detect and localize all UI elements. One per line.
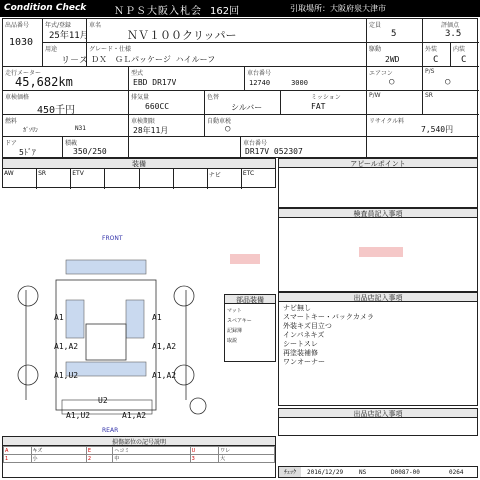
seller-notes-panel: 出品店記入事項 ナビ無し スマートキー・バックカメラ 外装キズ目立つ インパネキズ シートスレ 再塗装補修 ワンオーナー: [278, 292, 478, 406]
ps-cell: P/S ○: [423, 67, 479, 91]
seller-note-line: スマートキー・バックカメラ: [283, 313, 374, 321]
tax-cell: 自動車税 ○: [205, 115, 367, 137]
parts-item: スペアキー: [227, 318, 252, 324]
damage-mark: A1,U2: [54, 371, 79, 380]
equipment-item: [174, 169, 208, 189]
odometer-cell: 走行メーター 45,682km: [3, 67, 129, 91]
capacity-cell: 定員 5: [367, 19, 423, 43]
ac-cell: エアコン ○: [367, 67, 423, 91]
grade-cell: グレード・仕様 ＤＸ ＧＬパッケージ ハイルーフ: [87, 43, 367, 67]
seller-note-line: シートスレ: [283, 340, 318, 348]
tag-cell: [367, 137, 479, 159]
mission-cell: ミッション FAT: [281, 91, 367, 115]
car-name: ＮＶ１００クリッパー: [127, 29, 237, 42]
legend-panel: 損傷部位の記号説明 A キズ E ヘコミ U ワレ 1 小 2 中 3 大: [2, 436, 276, 478]
odometer-value: 45,682km: [15, 75, 73, 89]
equipment-item: [140, 169, 174, 189]
damage-diagram: [2, 230, 224, 434]
seller-note-line: ナビ無し: [283, 304, 311, 312]
inspection-date: 2016/12/29: [307, 469, 344, 476]
header-bar: [0, 0, 480, 17]
legend-table: A キズ E ヘコミ U ワレ 1 小 2 中 3 大: [3, 446, 275, 463]
appeal-panel: アピールポイント: [278, 158, 478, 208]
red-note-box: [230, 254, 260, 264]
sr-cell: SR: [423, 91, 479, 115]
parts-panel: 部品装備 マット スペアキー 記録簿 取説: [224, 294, 276, 362]
pw-cell: P/W: [367, 91, 423, 115]
vehicle-info-grid: [2, 18, 478, 158]
rear-label: REAR: [102, 427, 119, 434]
shaken-cell: 車検期限 28年11月: [129, 115, 205, 137]
recycle-cell: リサイクル料 7,540円: [367, 115, 479, 137]
seller-note-line: 再塗装補修: [283, 349, 318, 357]
pickup-location: 引取場所：大阪府泉大津市: [290, 4, 386, 13]
highlight-box: [359, 247, 403, 257]
equipment-item: AW: [3, 169, 37, 189]
front-label: FRONT: [102, 235, 123, 242]
interior-cell: 内装 C: [451, 43, 479, 67]
parts-item: マット: [227, 308, 242, 314]
damage-mark: A1: [54, 313, 64, 322]
score-value: 3.5: [445, 29, 462, 39]
equipment-item: ETC: [242, 170, 255, 177]
damage-mark: A1,A2: [122, 411, 147, 420]
model-cell: 型式 EBD DR17V: [129, 67, 245, 91]
vin-value: DR17V 052307: [245, 147, 303, 156]
usage-cell: 用途 リ－ス: [43, 43, 87, 67]
fuel-cell: 燃料 ｶﾞｿﾘﾝ N31: [3, 115, 129, 137]
chassis-cell: 車台番号 12740 3000: [245, 67, 367, 91]
date-cell: [129, 137, 241, 159]
lot-number: 1030: [9, 37, 34, 48]
load-cell: 積載 350/250: [63, 137, 129, 159]
cc-cell: 排気量 660CC: [129, 91, 205, 115]
color-cell: 色替 シルバー: [205, 91, 281, 115]
equipment-panel: 装備 AW SR ETV ナビ ETC: [2, 158, 276, 188]
drive-cell: 駆動 2WD: [367, 43, 423, 67]
damage-mark: A1: [152, 313, 162, 322]
equipment-item: SR: [37, 169, 71, 189]
doc-number: D0087-00: [391, 469, 420, 476]
seller-note-line: ワンオーナー: [283, 358, 325, 366]
auction-name: ＮＰＳ大阪入札会: [114, 6, 202, 17]
auction-session: 162回: [210, 6, 240, 17]
equipment-item: ETV: [71, 169, 105, 189]
parts-item: 記録簿: [227, 328, 243, 334]
parts-item: 取説: [227, 338, 238, 344]
damage-mark: A1,A2: [152, 371, 177, 380]
exterior-cell: 外装 C: [423, 43, 451, 67]
damage-mark: A1,A2: [152, 342, 177, 351]
price-cell: 車検価格 450千円: [3, 91, 129, 115]
score-cell: 評価点 3.5: [423, 19, 479, 43]
year-cell: 年式/登録 25年11月: [43, 19, 87, 43]
damage-mark: A1,A2: [54, 342, 79, 351]
seller-note-line: インパネキズ: [283, 331, 325, 339]
car-name-cell: 車名 ＮＶ１００クリッパー: [87, 19, 367, 43]
damage-mark: U2: [98, 396, 108, 405]
equipment-item: ナビ: [208, 169, 242, 189]
car-outline-svg: [2, 230, 224, 434]
inspector-notes-panel: 検査員記入事項: [278, 208, 478, 292]
lot-cell: 出品番号 1030: [3, 19, 43, 67]
sheet-title: Condition Check: [4, 3, 87, 13]
seller-remarks-panel: 出品店記入事項: [278, 408, 478, 436]
damage-mark: A1,U2: [66, 411, 91, 420]
door-cell: ドア 5ﾄﾞｱ: [3, 137, 63, 159]
equipment-item: [105, 169, 139, 189]
page-number: 0264: [449, 469, 464, 476]
footer-info-bar: ﾁｪｯｸ 2016/12/29 NS D0087-00 0264: [278, 466, 478, 478]
vin-cell: 車台番号 DR17V 052307: [241, 137, 367, 159]
inspector-code: NS: [359, 469, 367, 476]
seller-note-line: 外装キズ目立つ: [283, 322, 332, 330]
